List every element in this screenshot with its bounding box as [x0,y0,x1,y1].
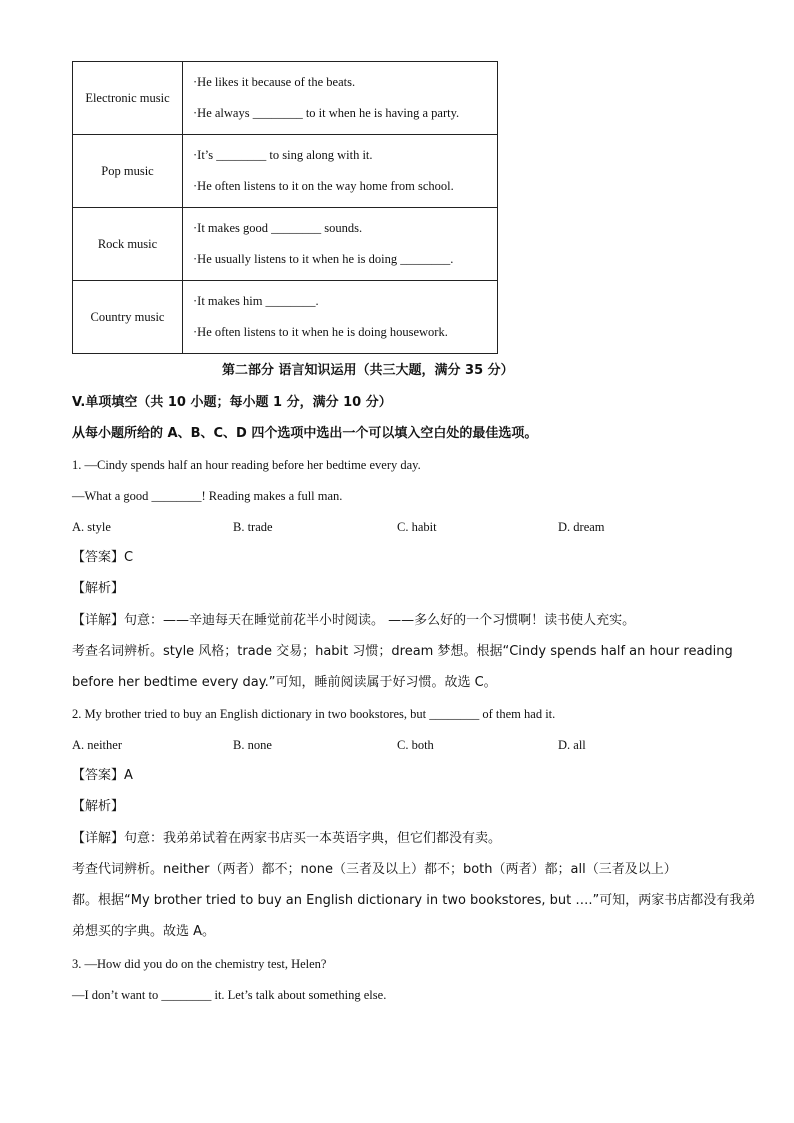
question-3-stem: 3. —How did you do on the chemistry test, Helen? [72,957,327,971]
description-line: ·He usually listens to it when he is doing ________. [193,252,454,266]
description-line: ·He often listens to it when he is doing housework. [193,325,448,339]
table-row [73,62,498,135]
option-d: D. dream [558,520,605,534]
description-cell [183,135,498,208]
genre-cell: Country music [73,281,183,354]
explanation-line: 弟想买的字典。故选 A。 [72,924,216,939]
instruction: 从每小题所给的 A、B、C、D 四个选项中选出一个可以填入空白处的最佳选项。 [72,426,538,441]
music-table [72,61,498,354]
description-line: ·It makes good ________ sounds. [193,221,363,235]
answer-label: 【答案】A [72,768,133,783]
section-title: 第二部分 语言知识运用（共三大题，满分 35 分） [222,363,514,378]
genre-cell: Rock music [73,208,183,281]
question-1-response: —What a good ________! Reading makes a full man. [72,489,343,503]
analysis-label: 【解析】 [72,581,125,596]
question-3-response: —I don’t want to ________ it. Let’s talk about something else. [72,988,387,1002]
description-line: ·He often listens to it on the way home from school. [193,179,454,193]
genre-cell: Pop music [73,135,183,208]
option-a: A. style [72,520,111,534]
option-a: A. neither [72,738,122,752]
option-b: B. none [233,738,272,752]
question-2-stem: 2. My brother tried to buy an English dictionary in two bookstores, but ________ of them had it. [72,707,556,721]
description-line: ·He always ________ to it when he is having a party. [193,106,460,120]
genre-cell: Electronic music [73,62,183,135]
option-b: B. trade [233,520,273,534]
description-cell [183,208,498,281]
table-row [73,208,498,281]
description-line: ·He likes it because of the beats. [193,75,356,89]
table-row [73,135,498,208]
question-1-stem: 1. —Cindy spends half an hour reading before her bedtime every day. [72,458,421,472]
description-line: ·It’s ________ to sing along with it. [193,148,373,162]
option-c: C. both [397,738,434,752]
description-cell [183,281,498,354]
detail-text: 【详解】句意：——辛迪每天在睡觉前花半小时阅读。 ——多么好的一个习惯啊！读书使人充实。 [72,613,636,628]
option-d: D. all [558,738,586,752]
explanation-line: 都。根据“My brother tried to buy an English dictionary in two bookstores, but ….”可知，两家书店都没有我弟 [72,893,756,908]
answer-label: 【答案】C [72,550,134,565]
explanation-line: 考查代词辨析。neither（两者）都不；none（三者及以上）都不；both（两者）都；all（三者及以上） [72,862,677,877]
description-line: ·It makes him ________. [193,294,319,308]
part-title: V.单项填空（共 10 小题；每小题 1 分，满分 10 分） [72,395,392,410]
table-row [73,281,498,354]
explanation-line: before her bedtime every day.”可知，睡前阅读属于好习惯。故选 C。 [72,675,497,690]
description-cell [183,62,498,135]
explanation-line: 考查名词辨析。style 风格；trade 交易；habit 习惯；dream 梦想。根据“Cindy spends half an hour reading [72,644,733,659]
analysis-label: 【解析】 [72,799,125,814]
option-c: C. habit [397,520,437,534]
detail-text: 【详解】句意：我弟弟试着在两家书店买一本英语字典，但它们都没有卖。 [72,831,502,846]
